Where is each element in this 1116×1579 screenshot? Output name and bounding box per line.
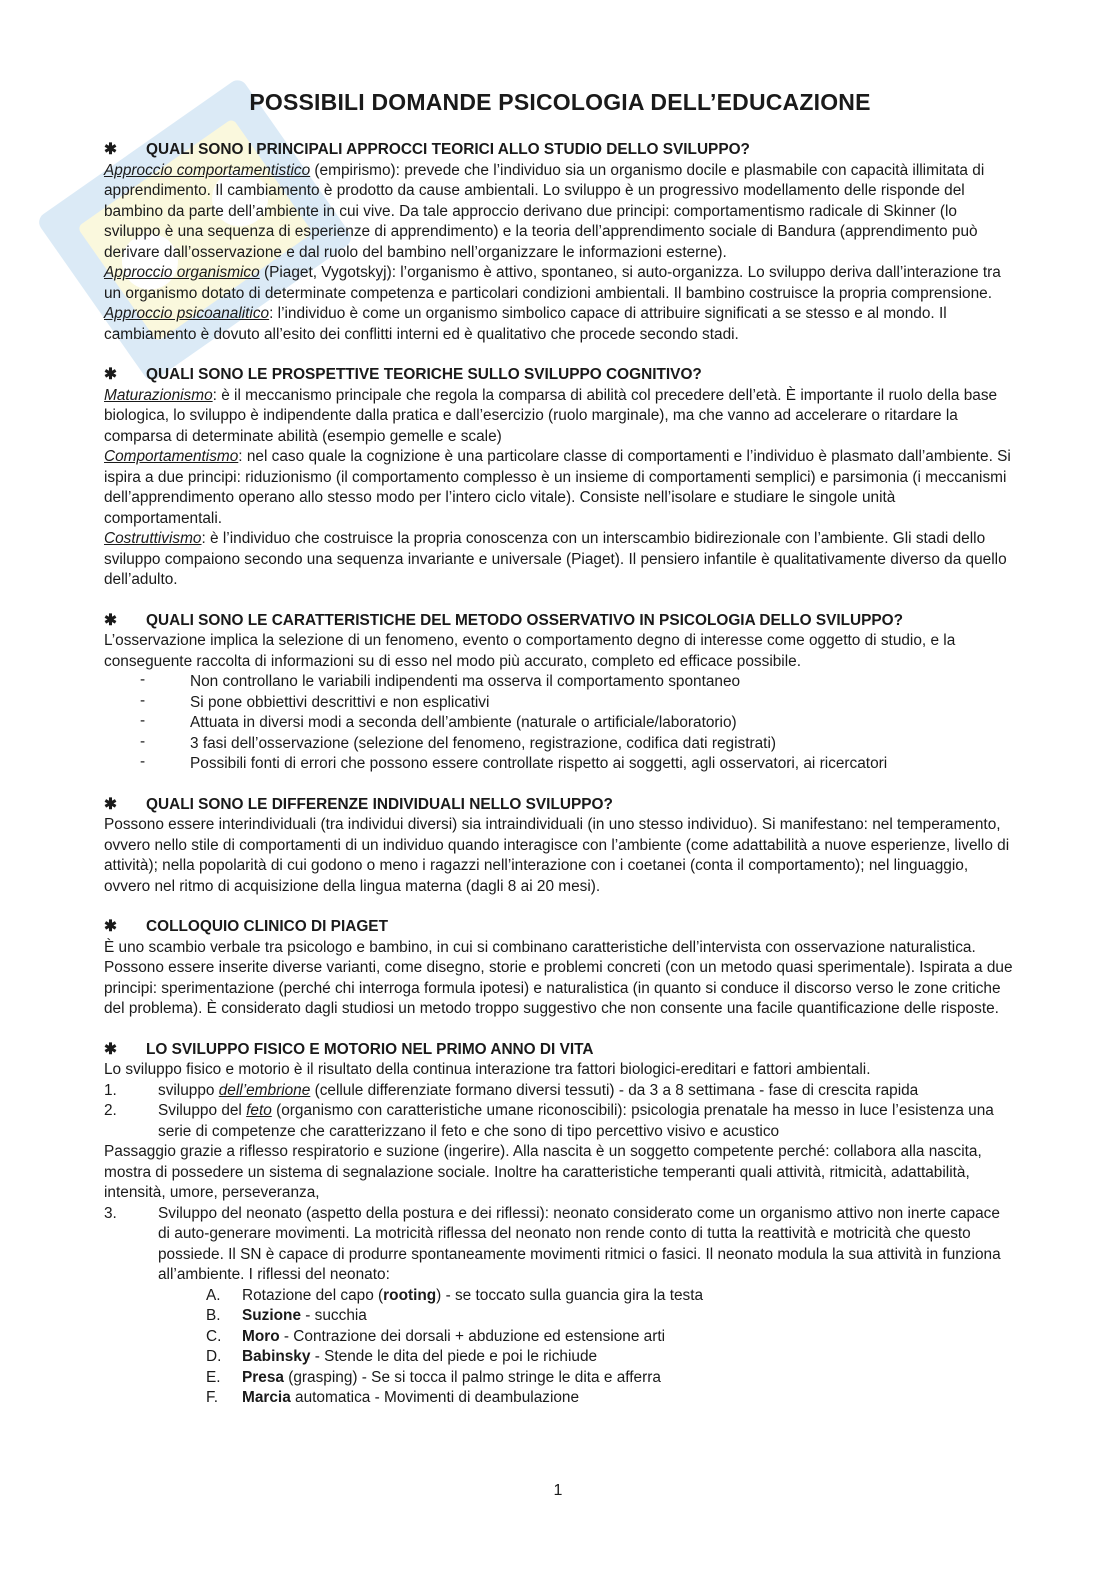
question-heading: ✱ LO SVILUPPO FISICO E MOTORIO NEL PRIMO ANNO DI VITA: [104, 1040, 1016, 1061]
paragraph: Approccio comportamentistico (empirismo): prevede che l’individuo sia un organismo docile e plasmabile con capacità illimitata di apprendimento. Il cambiamento è prodotto da cause ambientali. Lo sviluppo è un progressivo modellamento delle risponde del bambino da parte dell’ambiente in cui vive. Da tale approccio derivano due principi: comportamentismo radicale di Skinner (lo sviluppo è una sequenza di esperienze di apprendimento) e la teoria dell’apprendimento sociale di Bandura (apprendimento può derivare dall’osservazione e dal ruolo del bambino nell’organizzare le informazioni esterne).: [104, 161, 985, 261]
term: dell’embrione: [218, 1081, 311, 1099]
paragraph: Approccio organismico (Piaget, Vygotskyj): l’organismo è attivo, spontaneo, si auto-organizza. Lo sviluppo deriva dall’interazione tra un organismo dotato di determinate competenza e particolari condizioni ambientali. Il bambino costruisce la propria comprensione.: [104, 264, 1001, 302]
section-sviluppo-fisico: [104, 1040, 1016, 1409]
term: Approccio psicoanalitico: [104, 305, 270, 322]
asterisk-icon: ✱: [104, 918, 117, 935]
paragraph: Maturazionismo: è il meccanismo principale che regola la comparsa di abilità col precedere dell’età. È importante il ruolo della base biologica, lo sviluppo è indipendente dalla pratica e dall’esercizio (ruolo marginale), ma che vanno ad accelerare o ritardare la comparsa di determinate abilità (esempio gemelle e scale): [104, 386, 998, 445]
paragraph: Comportamentismo: nel caso quale la cognizione è una particolare classe di comportamenti e l’individuo è plasmato dall’ambiente. Si ispira a due principi: riduzionismo (il comportamento complesso è un insieme di comportamenti semplici) e parsimonia (i meccanismi dell’apprendimento operano allo stesso modo per l’intero ciclo vitale). Consiste nell’isolare e studiare le singole unità comportamentali.: [104, 448, 1011, 527]
list-item: C. Moro - Contrazione dei dorsali + abduzione ed estensione arti: [206, 1327, 666, 1345]
page-number: 1: [553, 1482, 563, 1499]
question-heading: ✱ QUALI SONO LE DIFFERENZE INDIVIDUALI NELLO SVILUPPO?: [104, 795, 1016, 816]
asterisk-icon: ✱: [104, 611, 117, 629]
list-item: F. Marcia automatica - Movimenti di deambulazione: [206, 1389, 580, 1406]
list-item: - Si pone obbiettivi descrittivi e non esplicativi: [140, 691, 490, 711]
list-item: - Non controllano le variabili indipendenti ma osserva il comportamento spontaneo: [140, 671, 741, 690]
paragraph: L’osservazione implica la selezione di un fenomeno, evento o comportamento degno di interesse come oggetto di studio, e la conseguente raccolta di informazioni su di esso nel modo più accurato, completo ed efficace possibile.: [104, 632, 956, 670]
paragraph: Costruttivismo: è l’individuo che costruisce la propria conoscenza con un interscambio bidirezionale con l’ambiente. Gli stadi dello sviluppo compaiono secondo una sequenza invariante e universale (Piaget). Il pensiero infantile è qualitativamente diverso da quello dell’adulto.: [104, 530, 1007, 588]
document-page: [104, 88, 1016, 1429]
numbered-item: 1. sviluppo dell’embrione (cellule differenziate formano diversi tessuti) - da 3 a 8 settimana - fase di crescita rapida: [104, 1081, 919, 1099]
numbered-item: 3. Sviluppo del neonato (aspetto della postura e dei riflessi): neonato considerato come un organismo attivo non inerte capace di auto-generare movimenti. La motricità riflessa del neonato non rende conto di tutta la reattività e motricità che questo possiede. Il SN è capace di produrre spontaneamente movimenti ritmici o fasici. Il neonato modula la sua attività in funziona all’ambiente. I riflessi del neonato:: [104, 1204, 1001, 1283]
asterisk-icon: ✱: [104, 366, 117, 383]
asterisk-icon: ✱: [104, 1040, 117, 1058]
list-item: B. Suzione - succhia: [206, 1307, 367, 1324]
list-item: - Possibili fonti di errori che possono essere controllate rispetto ai soggetti, agli osservatori, ai ricercatori: [140, 753, 888, 772]
paragraph: È uno scambio verbale tra psicologo e bambino, in cui si combinano caratteristiche dell’intervista con osservazione naturalistica. Possono essere inserite diverse varianti, come disegno, storie e problemi concreti (con un metodo quasi sperimentale). Ispirata a due principi: sperimentazione (perché chi interroga formula ipotesi) e naturalistica (in quanto si conduce il discorso verso le zone critiche del problema). È considerato dagli studiosi un metodo troppo suggestivo che non consente una facile quantificazione delle risposte.: [104, 938, 1013, 1017]
dash-bullet: -: [140, 753, 146, 770]
term: feto: [246, 1102, 272, 1119]
question-heading: ✱ QUALI SONO LE CARATTERISTICHE DEL METODO OSSERVATIVO IN PSICOLOGIA DELLO SVILUPPO?: [104, 611, 1016, 632]
paragraph: Possono essere interindividuali (tra individui diversi) sia intraindividuali (in uno stesso individuo). Si manifestano: nel temperamento, ovvero nello stile di comportamenti di un individuo quando interagisce con l’ambiente (come adattabilità a nuove esperienze, livello di attività); nella popolarità di cui godono o meno i ragazzi nell’interazione con i coetanei (conta il comportamento); nel linguaggio, ovvero nel ritmo di acquisizione della lingua materna (dagli 8 ai 20 mesi).: [104, 816, 1010, 895]
asterisk-icon: ✱: [104, 141, 117, 158]
section-prospettive: [104, 365, 1016, 591]
dash-bullet: -: [140, 691, 146, 709]
list-item: E. Presa (grasping) - Se si tocca il palmo stringe le dita e afferra: [206, 1368, 661, 1386]
paragraph: Lo sviluppo fisico e motorio è il risultato della continua interazione tra fattori biologici-ereditari e fattori ambientali.: [104, 1061, 871, 1078]
dash-bullet: -: [140, 671, 146, 688]
question-heading: ✱ COLLOQUIO CLINICO DI PIAGET: [104, 917, 1016, 938]
section-colloquio: [104, 917, 1016, 1020]
asterisk-icon: ✱: [104, 795, 117, 813]
section-differenze: [104, 795, 1016, 898]
dash-bullet: -: [140, 732, 146, 750]
list-item: - Attuata in diversi modi a seconda dell’ambiente (naturale o artificiale/laboratorio): [140, 712, 737, 731]
list-item: - 3 fasi dell’osservazione (selezione del fenomeno, registrazione, codifica dati registrati): [140, 732, 777, 752]
term: Approccio comportamentistico: [104, 161, 311, 179]
bullet-list: [104, 672, 1016, 775]
reflex-list: [104, 1286, 1016, 1409]
paragraph: Approccio psicoanalitico: l’individuo è come un organismo simbolico capace di attribuire significati a se stesso e al mondo. Il cambiamento è dovuto all’esito dei conflitti interni ed è qualitativo che procede secondo stadi.: [104, 305, 947, 343]
question-heading: ✱ QUALI SONO LE PROSPETTIVE TEORICHE SULLO SVILUPPO COGNITIVO?: [104, 365, 1016, 386]
paragraph: Passaggio grazie a riflesso respiratorio e suzione (ingerire). Alla nascita è un soggetto competente perché: collabora alla nascita, mostra di possedere un sistema di segnalazione sociale. Inoltre ha caratteristiche temperanti quali attività, ritmicità, adattabilità, intensità, umore, perseveranza,: [104, 1143, 982, 1201]
term: Comportamentismo: [104, 448, 239, 465]
dash-bullet: -: [140, 712, 146, 729]
list-item: D. Babinsky - Stende le dita del piede e poi le richiude: [206, 1348, 598, 1365]
list-item: A. Rotazione del capo (rooting) - se toccato sulla guancia gira la testa: [206, 1286, 704, 1304]
numbered-item: 2. Sviluppo del feto (organismo con caratteristiche umane riconoscibili): psicologia prenatale ha messo in luce l’esistenza una serie di competenze che caratterizzano il feto e che sono di tipo percettivo visivo e acustico: [104, 1102, 994, 1140]
page-title: POSSIBILI DOMANDE PSICOLOGIA DELL’EDUCAZIONE: [249, 89, 871, 115]
section-metodo-osservativo: [104, 611, 1016, 775]
term: Costruttivismo: [104, 530, 202, 547]
term: Maturazionismo: [104, 386, 213, 404]
question-heading: ✱ QUALI SONO I PRINCIPALI APPROCCI TEORICI ALLO STUDIO DELLO SVILUPPO?: [104, 140, 1016, 161]
section-approcci: [104, 140, 1016, 345]
term: Approccio organismico: [104, 264, 260, 281]
